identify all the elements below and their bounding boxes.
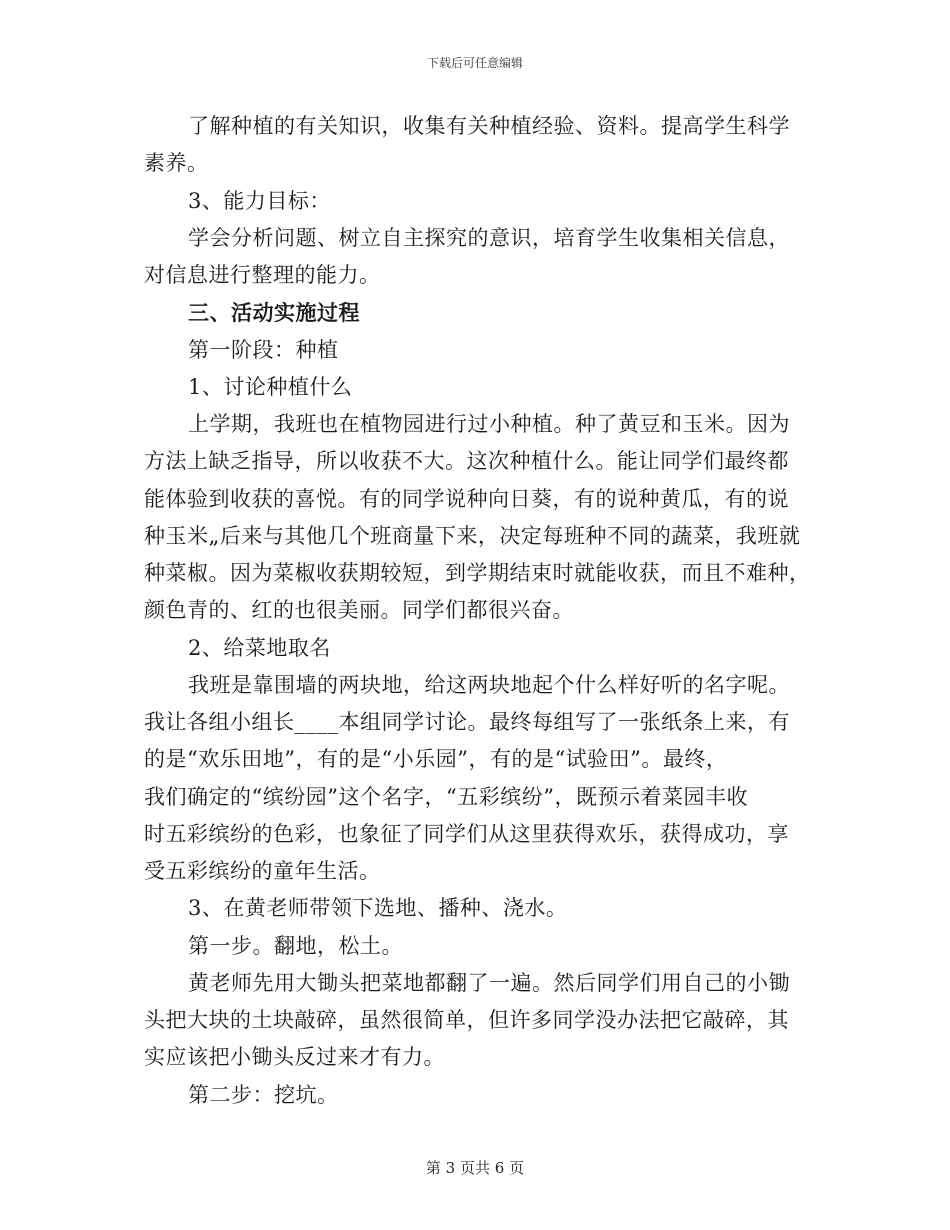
paragraph-line: 时五彩缤纷的色彩，也象征了同学们从这里获得欢乐，获得成功，享 (144, 822, 789, 846)
paragraph-line: 方法上缺乏指导，所以收获不大。这次种植什么。能让同学们最终都 (144, 449, 789, 473)
paragraph-line: 我们确定的“缤纷园”这个名字，“五彩缤纷”，既预示着菜园丰收 (144, 785, 748, 809)
paragraph-line: 实应该把小锄头反过来才有力。 (144, 1045, 445, 1069)
paragraph-line: 的是“欢乐田地”，有的是“小乐园”，有的是“试验田”。最终， (144, 747, 728, 771)
paragraph-line: 了解种植的有关知识，收集有关种植经验、资料。提高学生科学 (188, 114, 790, 138)
paragraph-line: 对信息进行整理的能力。 (144, 263, 381, 287)
paragraph-line: 素养。 (144, 151, 209, 175)
page-header: 下载后可任意编辑 (426, 56, 523, 70)
paragraph-line: 头把大块的土块敲碎，虽然很简单，但许多同学没办法把它敲碎，其 (144, 1008, 789, 1032)
paragraph-line: 颜色青的、红的也很美丽。同学们都很兴奋。 (144, 598, 574, 622)
section-subheading: 2、给菜地取名 (188, 636, 331, 660)
paragraph-line: 我班是靠围墙的两块地，给这两块地起个什么样好听的名字呢。 (188, 673, 790, 697)
section-subheading: 1、讨论种植什么 (188, 375, 353, 399)
paragraph-line: 能体验到收获的喜悦。有的同学说种向日葵，有的说种黄瓜，有的说 (144, 487, 789, 511)
paragraph-line: 我让各组小组长____本组同学讨论。最终每组写了一张纸条上来，有 (144, 710, 790, 734)
stage-heading: 第一阶段：种植 (188, 338, 339, 362)
section-subheading: 3、在黄老师带领下选地、播种、浇水。 (188, 896, 568, 920)
paragraph-line: 黄老师先用大锄头把菜地都翻了一遍。然后同学们用自己的小锄 (188, 971, 790, 995)
step-heading: 第二步：挖坑。 (188, 1083, 339, 1107)
page-footer: 第 3 页共 6 页 (425, 1159, 525, 1177)
paragraph-line: 种玉米„后来与其他几个班商量下来，决定每班种不同的蔬菜，我班就 (144, 524, 801, 548)
paragraph-line: 种菜椒。因为菜椒收获期较短，到学期结束时就能收获，而且不难种， (144, 561, 811, 585)
paragraph-line: 受五彩缤纷的童年生活。 (144, 859, 381, 883)
paragraph-line: 上学期，我班也在植物园进行过小种植。种了黄豆和玉米。因为 (188, 412, 790, 436)
section-heading: 三、活动实施过程 (188, 300, 360, 325)
section-subheading: 3、能力目标： (188, 189, 331, 213)
paragraph-line: 学会分析问题、树立自主探究的意识，培育学生收集相关信息， (188, 226, 790, 250)
step-heading: 第一步。翻地，松土。 (188, 934, 403, 958)
